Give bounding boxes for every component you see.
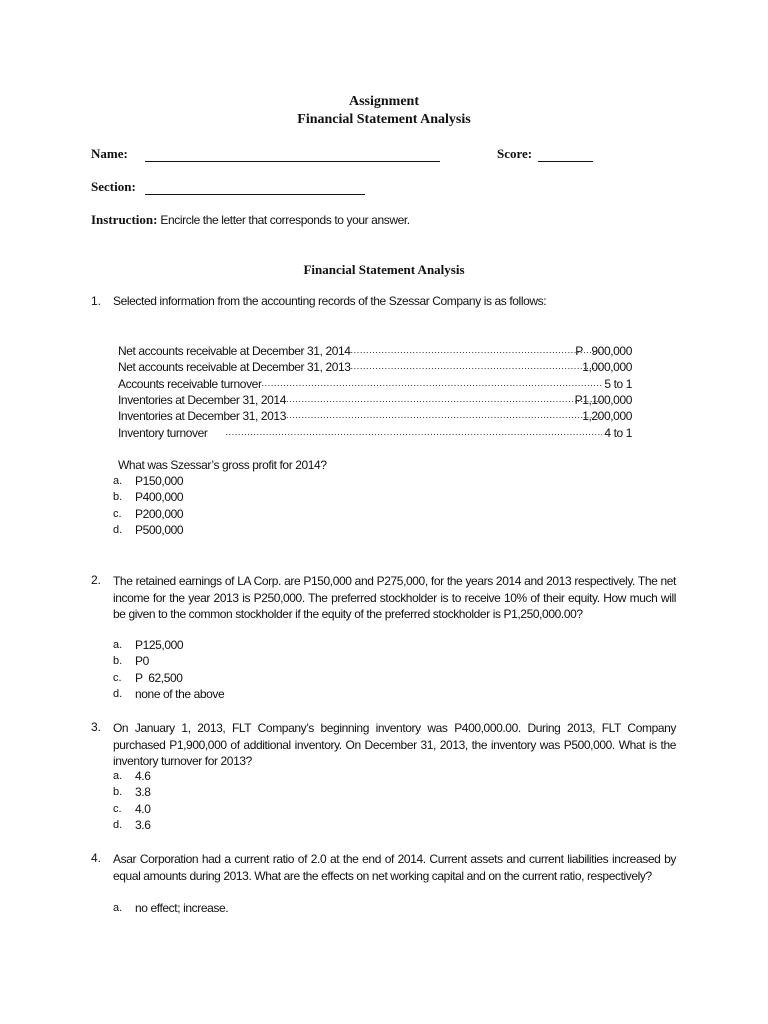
score-field[interactable] (538, 161, 593, 162)
option-text: P400,000 (135, 490, 184, 504)
row-label: Net accounts receivable at December 31, 2014 (118, 344, 351, 358)
question-text: Asar Corporation had a current ratio of 2.0 at the end of 2014. Current assets and current liabilities increased by equal amounts during 2013. What are the effects on net working capital and on the current ratio, respectively? (113, 852, 676, 883)
section-heading: Financial Statement Analysis (303, 262, 465, 277)
option-letter[interactable]: d. (113, 524, 123, 536)
question-text: The retained earnings of LA Corp. are P150,000 and P275,000, for the years 2014 and 2013 respectively. The net income for the year 2013 is P250,000. The preferred stockholder is to receive 10% of their equity. How much will be given to the common stockholder if the equity of the preferred stockholder is P1,250,000.00? (113, 574, 676, 622)
option-letter[interactable]: a. (113, 639, 123, 651)
row-label: Inventories at December 31, 2013 (118, 409, 286, 423)
option-text: 4.6 (135, 769, 151, 783)
document-title: Assignment (348, 94, 419, 109)
option-letter[interactable]: b. (113, 491, 123, 503)
sub-question: What was Szessar’s gross profit for 2014? (118, 458, 327, 472)
option-letter[interactable]: b. (113, 655, 123, 667)
table-row (118, 342, 632, 358)
option-text: P150,000 (135, 474, 184, 488)
option-letter[interactable]: a. (113, 770, 123, 782)
name-field[interactable] (145, 161, 440, 162)
question-number: 4. (91, 851, 102, 865)
instruction-label: Instruction: (91, 212, 158, 227)
row-label: Inventory turnover (118, 426, 208, 440)
row-value: P1,100,000 (574, 393, 632, 407)
leader-dots (286, 410, 602, 420)
option-text: P500,000 (135, 523, 184, 537)
option-text: none of the above (135, 687, 225, 701)
leader-dots (351, 361, 602, 371)
question-number: 3. (91, 720, 102, 734)
option-letter[interactable]: c. (113, 672, 122, 684)
row-label: Net accounts receivable at December 31, 2013 (118, 360, 351, 374)
instruction-text: Encircle the letter that corresponds to your answer. (160, 213, 410, 227)
question-number: 1. (91, 294, 102, 308)
option-letter[interactable]: d. (113, 688, 123, 700)
leader-dots (286, 394, 602, 404)
section-label: Section: (91, 179, 136, 194)
row-value: 5 to 1 (604, 377, 632, 391)
section-field[interactable] (145, 194, 365, 195)
option-letter[interactable]: d. (113, 819, 123, 831)
row-value: 1,000,000 (582, 360, 632, 374)
option-text: no effect; increase. (135, 901, 229, 915)
leader-dots (262, 378, 602, 388)
name-label: Name: (91, 146, 128, 161)
table-row (118, 391, 632, 407)
table-row (118, 358, 632, 374)
option-text: P 62,500 (135, 671, 183, 685)
instruction (91, 212, 410, 228)
option-text: P0 (135, 654, 149, 668)
option-text: 3.6 (135, 818, 151, 832)
question-text: Selected information from the accounting records of the Szessar Company is as follows: (113, 294, 547, 308)
row-label: Accounts receivable turnover (118, 377, 262, 391)
option-letter[interactable]: c. (113, 803, 122, 815)
table-row (118, 424, 632, 440)
row-value: 4 to 1 (604, 426, 632, 440)
option-text: P200,000 (135, 507, 184, 521)
option-text: 4.0 (135, 802, 151, 816)
option-text: 3.8 (135, 785, 151, 799)
option-text: P125,000 (135, 638, 184, 652)
table-row (118, 407, 632, 423)
row-value: 1,200,000 (582, 409, 632, 423)
score-label: Score: (497, 146, 533, 161)
row-value: P 900,000 (575, 344, 632, 358)
option-letter[interactable]: a. (113, 902, 123, 914)
option-letter[interactable]: c. (113, 508, 122, 520)
row-label: Inventories at December 31, 2014 (118, 393, 286, 407)
question-number: 2. (91, 573, 102, 587)
option-letter[interactable]: b. (113, 786, 123, 798)
question-text: On January 1, 2013, FLT Company’s beginning inventory was P400,000.00. During 2013, FLT Company purchased P1,900,000 of additional inventory. On December 31, 2013, the inventory was P500,000. What is the inventory turnover for 2013? (113, 721, 676, 769)
leader-dots (351, 345, 602, 355)
document-subtitle: Financial Statement Analysis (297, 112, 471, 127)
table-row (118, 375, 632, 391)
leader-dots (226, 427, 602, 437)
option-letter[interactable]: a. (113, 475, 123, 487)
